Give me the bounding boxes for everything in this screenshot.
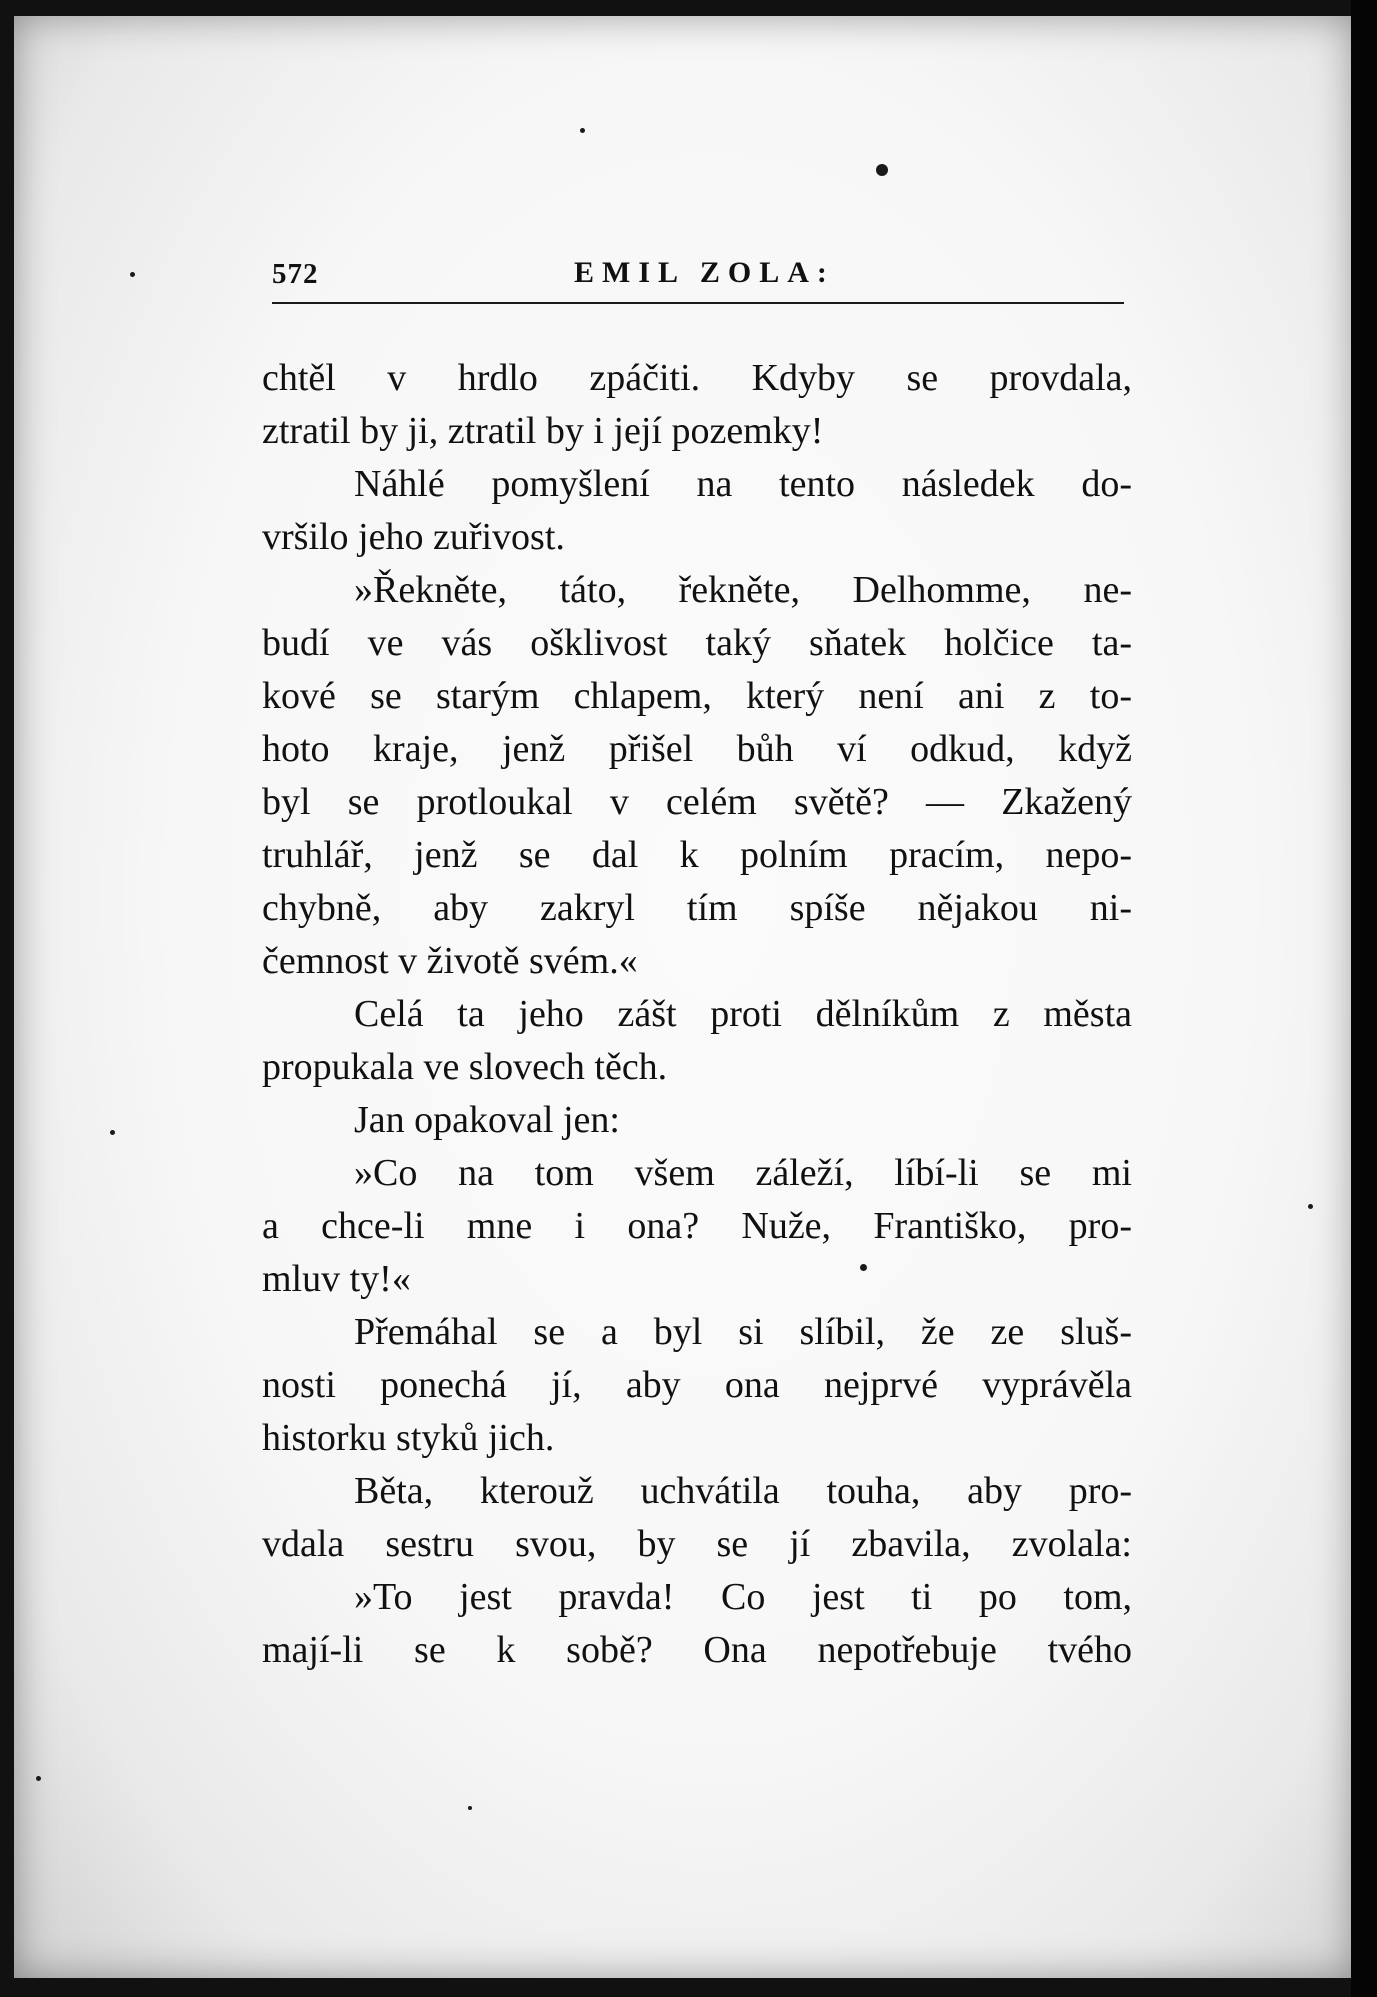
text-line: mají-li se k sobě? Ona nepotřebuje tvého xyxy=(262,1629,1132,1671)
text-line: Přemáhal se a byl si slíbil, že ze sluš- xyxy=(354,1311,1132,1353)
body-text xyxy=(262,352,1132,1677)
header-rule xyxy=(272,302,1124,304)
text-line: »Co na tom všem záleží, líbí-li se mi xyxy=(354,1152,1132,1194)
ink-speck xyxy=(36,1776,41,1781)
text-line: a chce-li mne i ona? Nuže, Františko, pro- xyxy=(262,1205,1132,1247)
ink-speck xyxy=(468,1806,472,1810)
text-line: Náhlé pomyšlení na tento následek do- xyxy=(354,463,1132,505)
ink-speck xyxy=(1308,1204,1313,1209)
text-line: vdala sestru svou, by se jí zbavila, zvolala: xyxy=(262,1523,1132,1565)
text-line: mluv ty!« xyxy=(262,1258,411,1300)
text-line: »Řekněte, táto, řekněte, Delhomme, ne- xyxy=(354,569,1132,611)
text-line: chtěl v hrdlo zpáčiti. Kdyby se provdala, xyxy=(262,357,1132,399)
text-line: vršilo jeho zuřivost. xyxy=(262,516,565,558)
page-edge-shadow xyxy=(1351,0,1377,1997)
text-line: ztratil by ji, ztratil by i její pozemky! xyxy=(262,410,824,452)
ink-speck xyxy=(876,164,888,176)
ink-speck xyxy=(130,272,135,277)
text-line: »To jest pravda! Co jest ti po tom, xyxy=(354,1576,1132,1618)
text-line: truhlář, jenž se dal k polním pracím, nepo- xyxy=(262,834,1132,876)
text-line: Jan opakoval jen: xyxy=(354,1099,620,1141)
ink-speck xyxy=(580,128,585,133)
text-line: nosti ponechá jí, aby ona nejprvé vyprávěla xyxy=(262,1364,1132,1406)
page-header xyxy=(272,252,1122,300)
text-line: kové se starým chlapem, který není ani z to- xyxy=(262,675,1132,717)
text-line: Celá ta jeho zášt proti dělníkům z města xyxy=(354,993,1132,1035)
text-line: čemnost v životě svém.« xyxy=(262,940,638,982)
text-line: chybně, aby zakryl tím spíše nějakou ni- xyxy=(262,887,1132,929)
text-line: budí ve vás ošklivost taký sňatek holčice ta- xyxy=(262,622,1132,664)
text-line: propukala ve slovech těch. xyxy=(262,1046,668,1088)
text-line: hoto kraje, jenž přišel bůh ví odkud, když xyxy=(262,728,1132,770)
ink-speck xyxy=(110,1130,115,1135)
page-number: 572 xyxy=(272,258,319,290)
text-line: Běta, kterouž uchvátila touha, aby pro- xyxy=(354,1470,1132,1512)
text-line: byl se protloukal v celém světě? — Zkažený xyxy=(262,781,1132,823)
running-head: EMIL ZOLA: xyxy=(574,256,835,289)
text-line: historku styků jich. xyxy=(262,1417,555,1459)
